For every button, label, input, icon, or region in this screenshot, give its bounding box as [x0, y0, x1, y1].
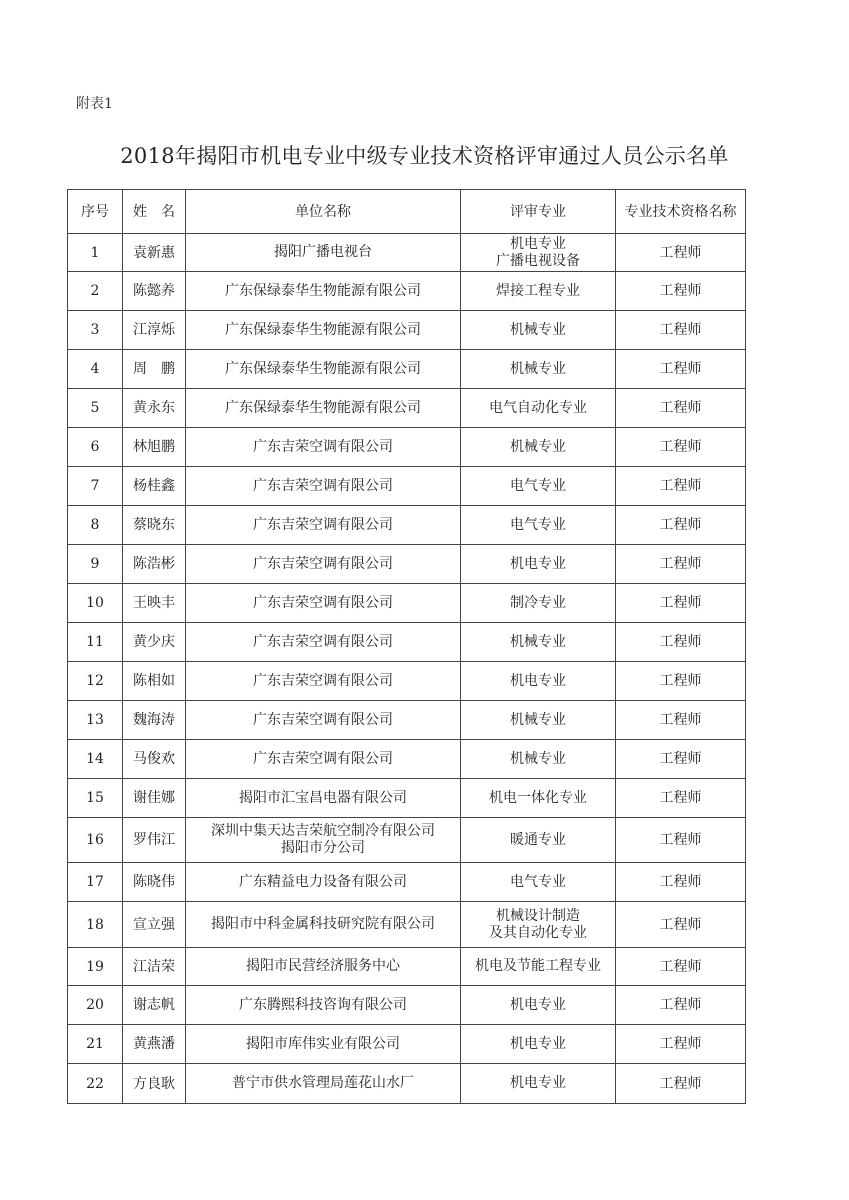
cell-qualification: 工程师 — [616, 662, 746, 701]
cell-major — [461, 1064, 616, 1104]
table-row — [68, 779, 746, 818]
cell-qualification: 工程师 — [616, 1064, 746, 1104]
cell-qualification: 工程师 — [616, 948, 746, 986]
cell-name: 魏海涛 — [123, 701, 186, 740]
cell-no: 10 — [68, 584, 123, 623]
cell-name: 谢志帆 — [123, 986, 186, 1025]
cell-name: 宣立强 — [123, 902, 186, 948]
cell-qualification: 工程师 — [616, 740, 746, 779]
cell-unit — [186, 1025, 461, 1064]
cell-no: 16 — [68, 818, 123, 863]
cell-name: 黄永东 — [123, 389, 186, 428]
cell-qualification: 工程师 — [616, 986, 746, 1025]
table-row — [68, 584, 746, 623]
cell-unit-line: 揭阳广播电视台 — [274, 244, 372, 260]
cell-qualification: 工程师 — [616, 467, 746, 506]
cell-major-line: 机电及节能工程专业 — [475, 958, 601, 974]
cell-qualification: 工程师 — [616, 234, 746, 272]
cell-no: 6 — [68, 428, 123, 467]
cell-qualification: 工程师 — [616, 818, 746, 863]
table-row — [68, 506, 746, 545]
cell-name: 陈晓伟 — [123, 863, 186, 902]
cell-qualification: 工程师 — [616, 902, 746, 948]
cell-name: 陈相如 — [123, 662, 186, 701]
cell-major-line: 机械专业 — [510, 711, 566, 728]
table-row — [68, 818, 746, 863]
cell-unit — [186, 545, 461, 584]
table-row — [68, 389, 746, 428]
cell-major — [461, 467, 616, 506]
cell-no: 21 — [68, 1025, 123, 1064]
cell-unit — [186, 272, 461, 311]
cell-unit — [186, 818, 461, 863]
table-row — [68, 311, 746, 350]
cell-unit — [186, 986, 461, 1025]
cell-qualification: 工程师 — [616, 506, 746, 545]
cell-unit-line: 广东吉荣空调有限公司 — [253, 477, 393, 494]
cell-unit-line: 深圳中集天达吉荣航空制冷有限公司 — [211, 823, 435, 839]
cell-major — [461, 545, 616, 584]
cell-no: 2 — [68, 272, 123, 311]
cell-major-line: 及其自动化专业 — [489, 924, 587, 941]
cell-major-line: 机械专业 — [510, 438, 566, 455]
cell-unit — [186, 428, 461, 467]
cell-no: 18 — [68, 902, 123, 948]
cell-no: 4 — [68, 350, 123, 389]
cell-major-line: 机械设计制造 — [496, 907, 580, 924]
cell-name: 蔡晓东 — [123, 506, 186, 545]
cell-unit-line: 揭阳市分公司 — [281, 840, 365, 856]
cell-major-line: 暖通专业 — [510, 831, 566, 848]
header-qualification: 专业技术资格名称 — [616, 190, 746, 234]
cell-major-line: 电气专业 — [510, 516, 566, 533]
cell-no: 19 — [68, 948, 123, 986]
cell-name: 谢佳娜 — [123, 779, 186, 818]
cell-no: 9 — [68, 545, 123, 584]
cell-major — [461, 701, 616, 740]
cell-qualification: 工程师 — [616, 389, 746, 428]
cell-no: 15 — [68, 779, 123, 818]
cell-no: 13 — [68, 701, 123, 740]
cell-unit — [186, 350, 461, 389]
cell-no: 14 — [68, 740, 123, 779]
cell-qualification: 工程师 — [616, 863, 746, 902]
cell-major — [461, 1025, 616, 1064]
cell-unit-line: 广东吉荣空调有限公司 — [253, 633, 393, 650]
cell-major — [461, 584, 616, 623]
cell-unit-line: 广东保绿泰华生物能源有限公司 — [225, 282, 421, 299]
cell-major-line: 机电专业 — [510, 555, 566, 572]
cell-unit — [186, 701, 461, 740]
cell-unit-line: 揭阳市中科金属科技研究院有限公司 — [211, 916, 435, 932]
cell-unit — [186, 584, 461, 623]
cell-no: 5 — [68, 389, 123, 428]
cell-unit-line: 广东腾熙科技咨询有限公司 — [239, 996, 407, 1013]
cell-major — [461, 818, 616, 863]
cell-major-line: 机械专业 — [510, 321, 566, 338]
cell-major — [461, 863, 616, 902]
cell-name: 方良耿 — [123, 1064, 186, 1104]
cell-unit — [186, 662, 461, 701]
table-body — [68, 234, 746, 1104]
cell-qualification: 工程师 — [616, 1025, 746, 1064]
cell-no: 3 — [68, 311, 123, 350]
cell-unit — [186, 948, 461, 986]
cell-name: 王映丰 — [123, 584, 186, 623]
header-no: 序号 — [68, 190, 123, 234]
cell-no: 17 — [68, 863, 123, 902]
cell-major-line: 电气专业 — [510, 477, 566, 494]
cell-major — [461, 389, 616, 428]
cell-major — [461, 506, 616, 545]
table-row — [68, 623, 746, 662]
cell-no: 12 — [68, 662, 123, 701]
cell-qualification: 工程师 — [616, 311, 746, 350]
table-row — [68, 948, 746, 986]
cell-qualification: 工程师 — [616, 779, 746, 818]
cell-unit-line: 广东吉荣空调有限公司 — [253, 750, 393, 767]
cell-unit — [186, 1064, 461, 1104]
cell-major-line: 机械专业 — [510, 750, 566, 767]
personnel-table — [67, 189, 746, 1104]
cell-major-line: 广播电视设备 — [496, 252, 580, 269]
table-row — [68, 234, 746, 272]
cell-unit-line: 广东吉荣空调有限公司 — [253, 438, 393, 455]
table-row — [68, 863, 746, 902]
cell-no: 11 — [68, 623, 123, 662]
cell-unit — [186, 506, 461, 545]
cell-major-line: 电气专业 — [510, 873, 566, 890]
cell-name: 陈浩彬 — [123, 545, 186, 584]
cell-major-line: 机电专业 — [510, 1075, 566, 1091]
cell-qualification: 工程师 — [616, 545, 746, 584]
cell-unit — [186, 740, 461, 779]
cell-major-line: 机电专业 — [510, 996, 566, 1013]
header-unit: 单位名称 — [186, 190, 461, 234]
cell-unit-line: 广东吉荣空调有限公司 — [253, 711, 393, 728]
cell-major — [461, 740, 616, 779]
cell-qualification: 工程师 — [616, 584, 746, 623]
page-title: 2018年揭阳市机电专业中级专业技术资格评审通过人员公示名单 — [120, 144, 729, 168]
table-row — [68, 272, 746, 311]
cell-major-line: 电气自动化专业 — [489, 399, 587, 416]
cell-qualification: 工程师 — [616, 350, 746, 389]
table-row — [68, 350, 746, 389]
cell-unit-line: 广东精益电力设备有限公司 — [239, 873, 407, 890]
cell-unit-line: 广东吉荣空调有限公司 — [253, 516, 393, 533]
cell-unit-line: 揭阳市库伟实业有限公司 — [246, 1035, 400, 1052]
cell-major — [461, 662, 616, 701]
cell-major — [461, 623, 616, 662]
cell-unit-line: 广东吉荣空调有限公司 — [253, 672, 393, 689]
table-header-row — [68, 190, 746, 234]
cell-major-line: 机电专业 — [510, 672, 566, 689]
table-row — [68, 662, 746, 701]
cell-unit-line: 广东保绿泰华生物能源有限公司 — [225, 321, 421, 338]
cell-no: 20 — [68, 986, 123, 1025]
cell-name: 杨桂鑫 — [123, 467, 186, 506]
cell-name: 林旭鹏 — [123, 428, 186, 467]
cell-no: 1 — [68, 234, 123, 272]
cell-unit — [186, 623, 461, 662]
header-major: 评审专业 — [461, 190, 616, 234]
cell-name: 江淳烁 — [123, 311, 186, 350]
table-row — [68, 902, 746, 948]
cell-major — [461, 779, 616, 818]
cell-major — [461, 272, 616, 311]
cell-major-line: 机械专业 — [510, 633, 566, 650]
cell-major-line: 制冷专业 — [510, 594, 566, 611]
cell-major-line: 焊接工程专业 — [496, 282, 580, 299]
cell-major — [461, 350, 616, 389]
cell-unit — [186, 779, 461, 818]
cell-no: 8 — [68, 506, 123, 545]
header-name: 姓 名 — [123, 190, 186, 234]
table-row — [68, 545, 746, 584]
cell-name: 袁新惠 — [123, 234, 186, 272]
table-row — [68, 701, 746, 740]
cell-unit — [186, 863, 461, 902]
cell-major — [461, 948, 616, 986]
cell-name: 陈懿养 — [123, 272, 186, 311]
cell-unit-line: 广东保绿泰华生物能源有限公司 — [225, 360, 421, 377]
cell-major-line: 机电专业 — [510, 235, 566, 252]
cell-name: 黄少庆 — [123, 623, 186, 662]
cell-unit-line: 揭阳市汇宝昌电器有限公司 — [239, 789, 407, 806]
cell-unit-line: 普宁市供水管理局莲花山水厂 — [232, 1075, 414, 1091]
cell-no: 22 — [68, 1064, 123, 1104]
cell-unit-line: 广东保绿泰华生物能源有限公司 — [225, 399, 421, 416]
cell-major — [461, 902, 616, 948]
cell-major — [461, 428, 616, 467]
cell-unit-line: 揭阳市民营经济服务中心 — [246, 958, 400, 974]
table-row — [68, 986, 746, 1025]
cell-major-line: 机电专业 — [510, 1035, 566, 1052]
cell-qualification: 工程师 — [616, 701, 746, 740]
cell-no: 7 — [68, 467, 123, 506]
cell-unit-line: 广东吉荣空调有限公司 — [253, 555, 393, 572]
cell-unit — [186, 467, 461, 506]
cell-major — [461, 234, 616, 272]
cell-major — [461, 311, 616, 350]
cell-major — [461, 986, 616, 1025]
cell-name: 罗伟江 — [123, 818, 186, 863]
table-row — [68, 428, 746, 467]
table-row — [68, 1064, 746, 1104]
cell-name: 黄燕潘 — [123, 1025, 186, 1064]
cell-unit-line: 广东吉荣空调有限公司 — [253, 594, 393, 611]
table-row — [68, 467, 746, 506]
cell-unit — [186, 902, 461, 948]
cell-major-line: 机电一体化专业 — [489, 789, 587, 806]
cell-name: 马俊欢 — [123, 740, 186, 779]
cell-qualification: 工程师 — [616, 623, 746, 662]
cell-name: 江洁荣 — [123, 948, 186, 986]
cell-qualification: 工程师 — [616, 428, 746, 467]
cell-unit — [186, 311, 461, 350]
table-row — [68, 1025, 746, 1064]
cell-qualification: 工程师 — [616, 272, 746, 311]
table-row — [68, 740, 746, 779]
cell-name: 周 鹏 — [123, 350, 186, 389]
cell-unit — [186, 234, 461, 272]
appendix-label: 附表1 — [76, 96, 113, 112]
cell-unit — [186, 389, 461, 428]
cell-major-line: 机械专业 — [510, 360, 566, 377]
